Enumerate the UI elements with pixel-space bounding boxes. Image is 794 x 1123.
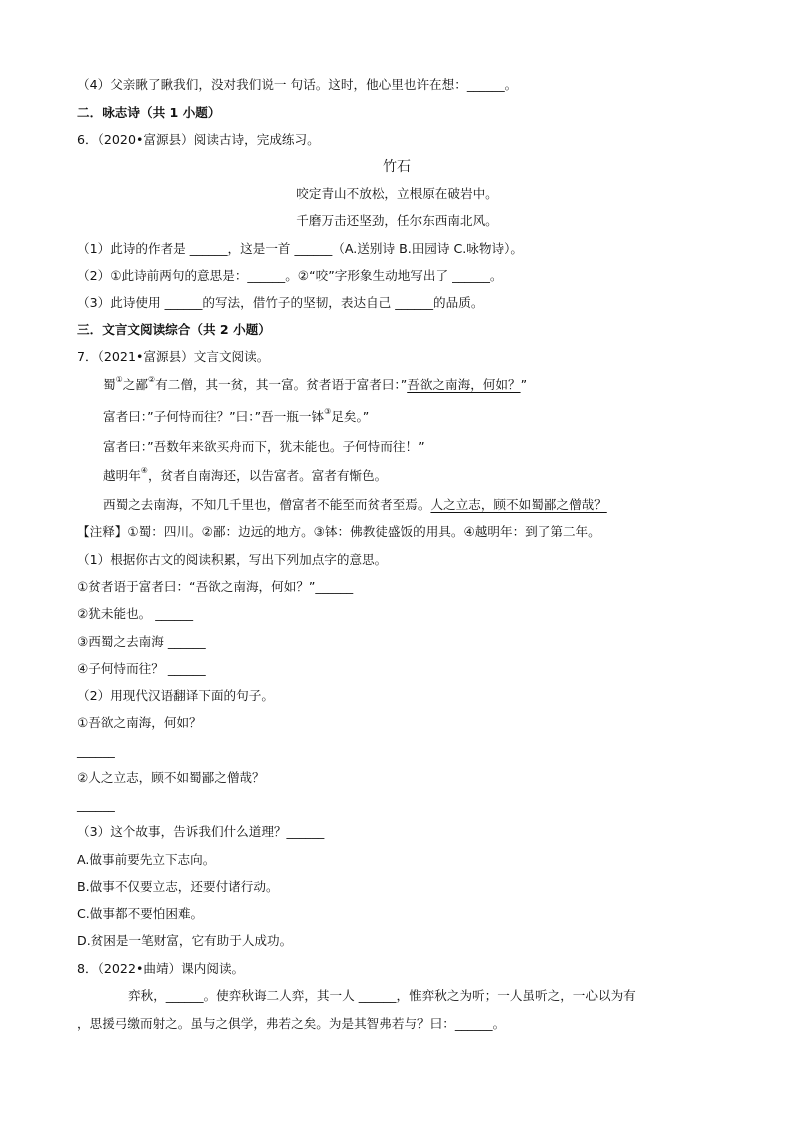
para1-text-c: 有二僧，其一贫，其一富。贫者语于富者曰：”	[155, 377, 408, 392]
para4-text-b: ，贫者自南海还，以告富者。富者有惭色。	[147, 468, 388, 483]
q7-sub1-item-3: ③西蜀之去南海 ______	[77, 634, 206, 649]
passage-para-4	[103, 467, 387, 485]
para1-underlined: 吾欲之南海，何如？	[407, 377, 521, 392]
q7-sub2-title: （2）用现代汉语翻译下面的句子。	[77, 688, 274, 703]
q8-passage-line-1: 弈秋，______。使弈秋诲二人弈，其一人 ______，惟弈秋之为听；一人虽听之，一心以为有	[128, 988, 636, 1003]
option-d: D.贫困是一笔财富，它有助于人成功。	[77, 933, 293, 948]
note-mark-4: ④	[140, 466, 148, 475]
para4-text-a: 越明年	[103, 468, 141, 483]
answer-blank-1: ______	[77, 743, 115, 758]
q8-passage-line-2: ，思援弓缴而射之。虽与之俱学，弗若之矣。为是其智弗若与？曰：______。	[77, 1016, 506, 1031]
para2-text-b: 足矣。”	[331, 409, 370, 424]
para1-text-d: ”	[520, 377, 528, 392]
para1-text-a: 蜀	[103, 377, 116, 392]
q7-sub2-item-1: ①吾欲之南海，何如？	[77, 715, 202, 730]
q6-stem: 6．（2020•富源县）阅读古诗，完成练习。	[77, 132, 320, 147]
passage-para-2	[103, 408, 369, 426]
answer-blank-2: ______	[77, 797, 115, 812]
option-c: C.做事都不要怕困难。	[77, 906, 204, 921]
poem-title: 竹石	[383, 159, 411, 175]
option-a: A.做事前要先立下志向。	[77, 852, 216, 867]
q7-stem: 7．（2021•富源县）文言文阅读。	[77, 349, 270, 364]
q8-stem: 8．（2022•曲靖）课内阅读。	[77, 961, 245, 976]
q7-sub1-item-4: ④子何恃而往？ ______	[77, 661, 206, 676]
passage-para-3: 富者曰：”吾数年来欲买舟而下，犹未能也。子何恃而往！”	[103, 439, 425, 454]
note-mark-1: ①	[115, 375, 123, 384]
note-mark-2: ②	[147, 375, 156, 384]
option-b: B.做事不仅要立志，还要付诸行动。	[77, 879, 279, 894]
para5-text-a: 西蜀之去南海，不知几千里也，僧富者不能至而贫者至焉。	[103, 497, 431, 512]
para1-text-b: 之鄙	[122, 377, 148, 392]
passage-notes: 【注释】①蜀：四川。②鄙：边远的地方。③钵：佛教徒盛饭的用具。④越明年：到了第二年。	[77, 524, 601, 539]
q7-sub3-title: （3）这个故事，告诉我们什么道理？______	[77, 824, 325, 839]
para5-underlined: 人之立志，顾不如蜀鄙之僧哉？	[430, 497, 607, 512]
q6-part3: （3）此诗使用 ______的写法，借竹子的坚韧，表达自己 ______的品质。	[77, 295, 484, 310]
q6-part2: （2）①此诗前两句的意思是：______。②“咬”字形象生动地写出了 ______。	[77, 268, 503, 283]
poem-line-1: 咬定青山不放松，立根原在破岩中。	[296, 186, 498, 201]
q5-part4: （4）父亲瞅了瞅我们，没对我们说一 句话。这时，他心里也许在想：______。	[77, 77, 518, 92]
note-mark-3: ③	[324, 407, 332, 416]
section3-title: 三．文言文阅读综合（共 2 小题）	[77, 322, 271, 337]
q7-sub1-item-1: ①贫者语于富者曰：“吾欲之南海，何如？”______	[77, 579, 354, 594]
para2-text-a: 富者曰：”子何恃而往？”曰：”吾一瓶一钵	[103, 409, 325, 424]
q7-sub1-title: （1）根据你古文的阅读积累，写出下列加点字的意思。	[77, 552, 388, 567]
passage-para-1	[103, 376, 527, 394]
q7-sub2-item-2: ②人之立志，顾不如蜀鄙之僧哉？	[77, 770, 265, 785]
q7-sub1-item-2: ②犹未能也。 ______	[77, 606, 194, 621]
section2-title: 二．咏志诗（共 1 小题）	[77, 105, 221, 120]
poem-line-2: 千磨万击还坚劲，任尔东西南北风。	[296, 213, 498, 228]
passage-para-5	[103, 496, 607, 514]
q6-part1: （1）此诗的作者是 ______，这是一首 ______（A.送别诗 B.田园诗 C.咏物诗）。	[77, 241, 523, 256]
